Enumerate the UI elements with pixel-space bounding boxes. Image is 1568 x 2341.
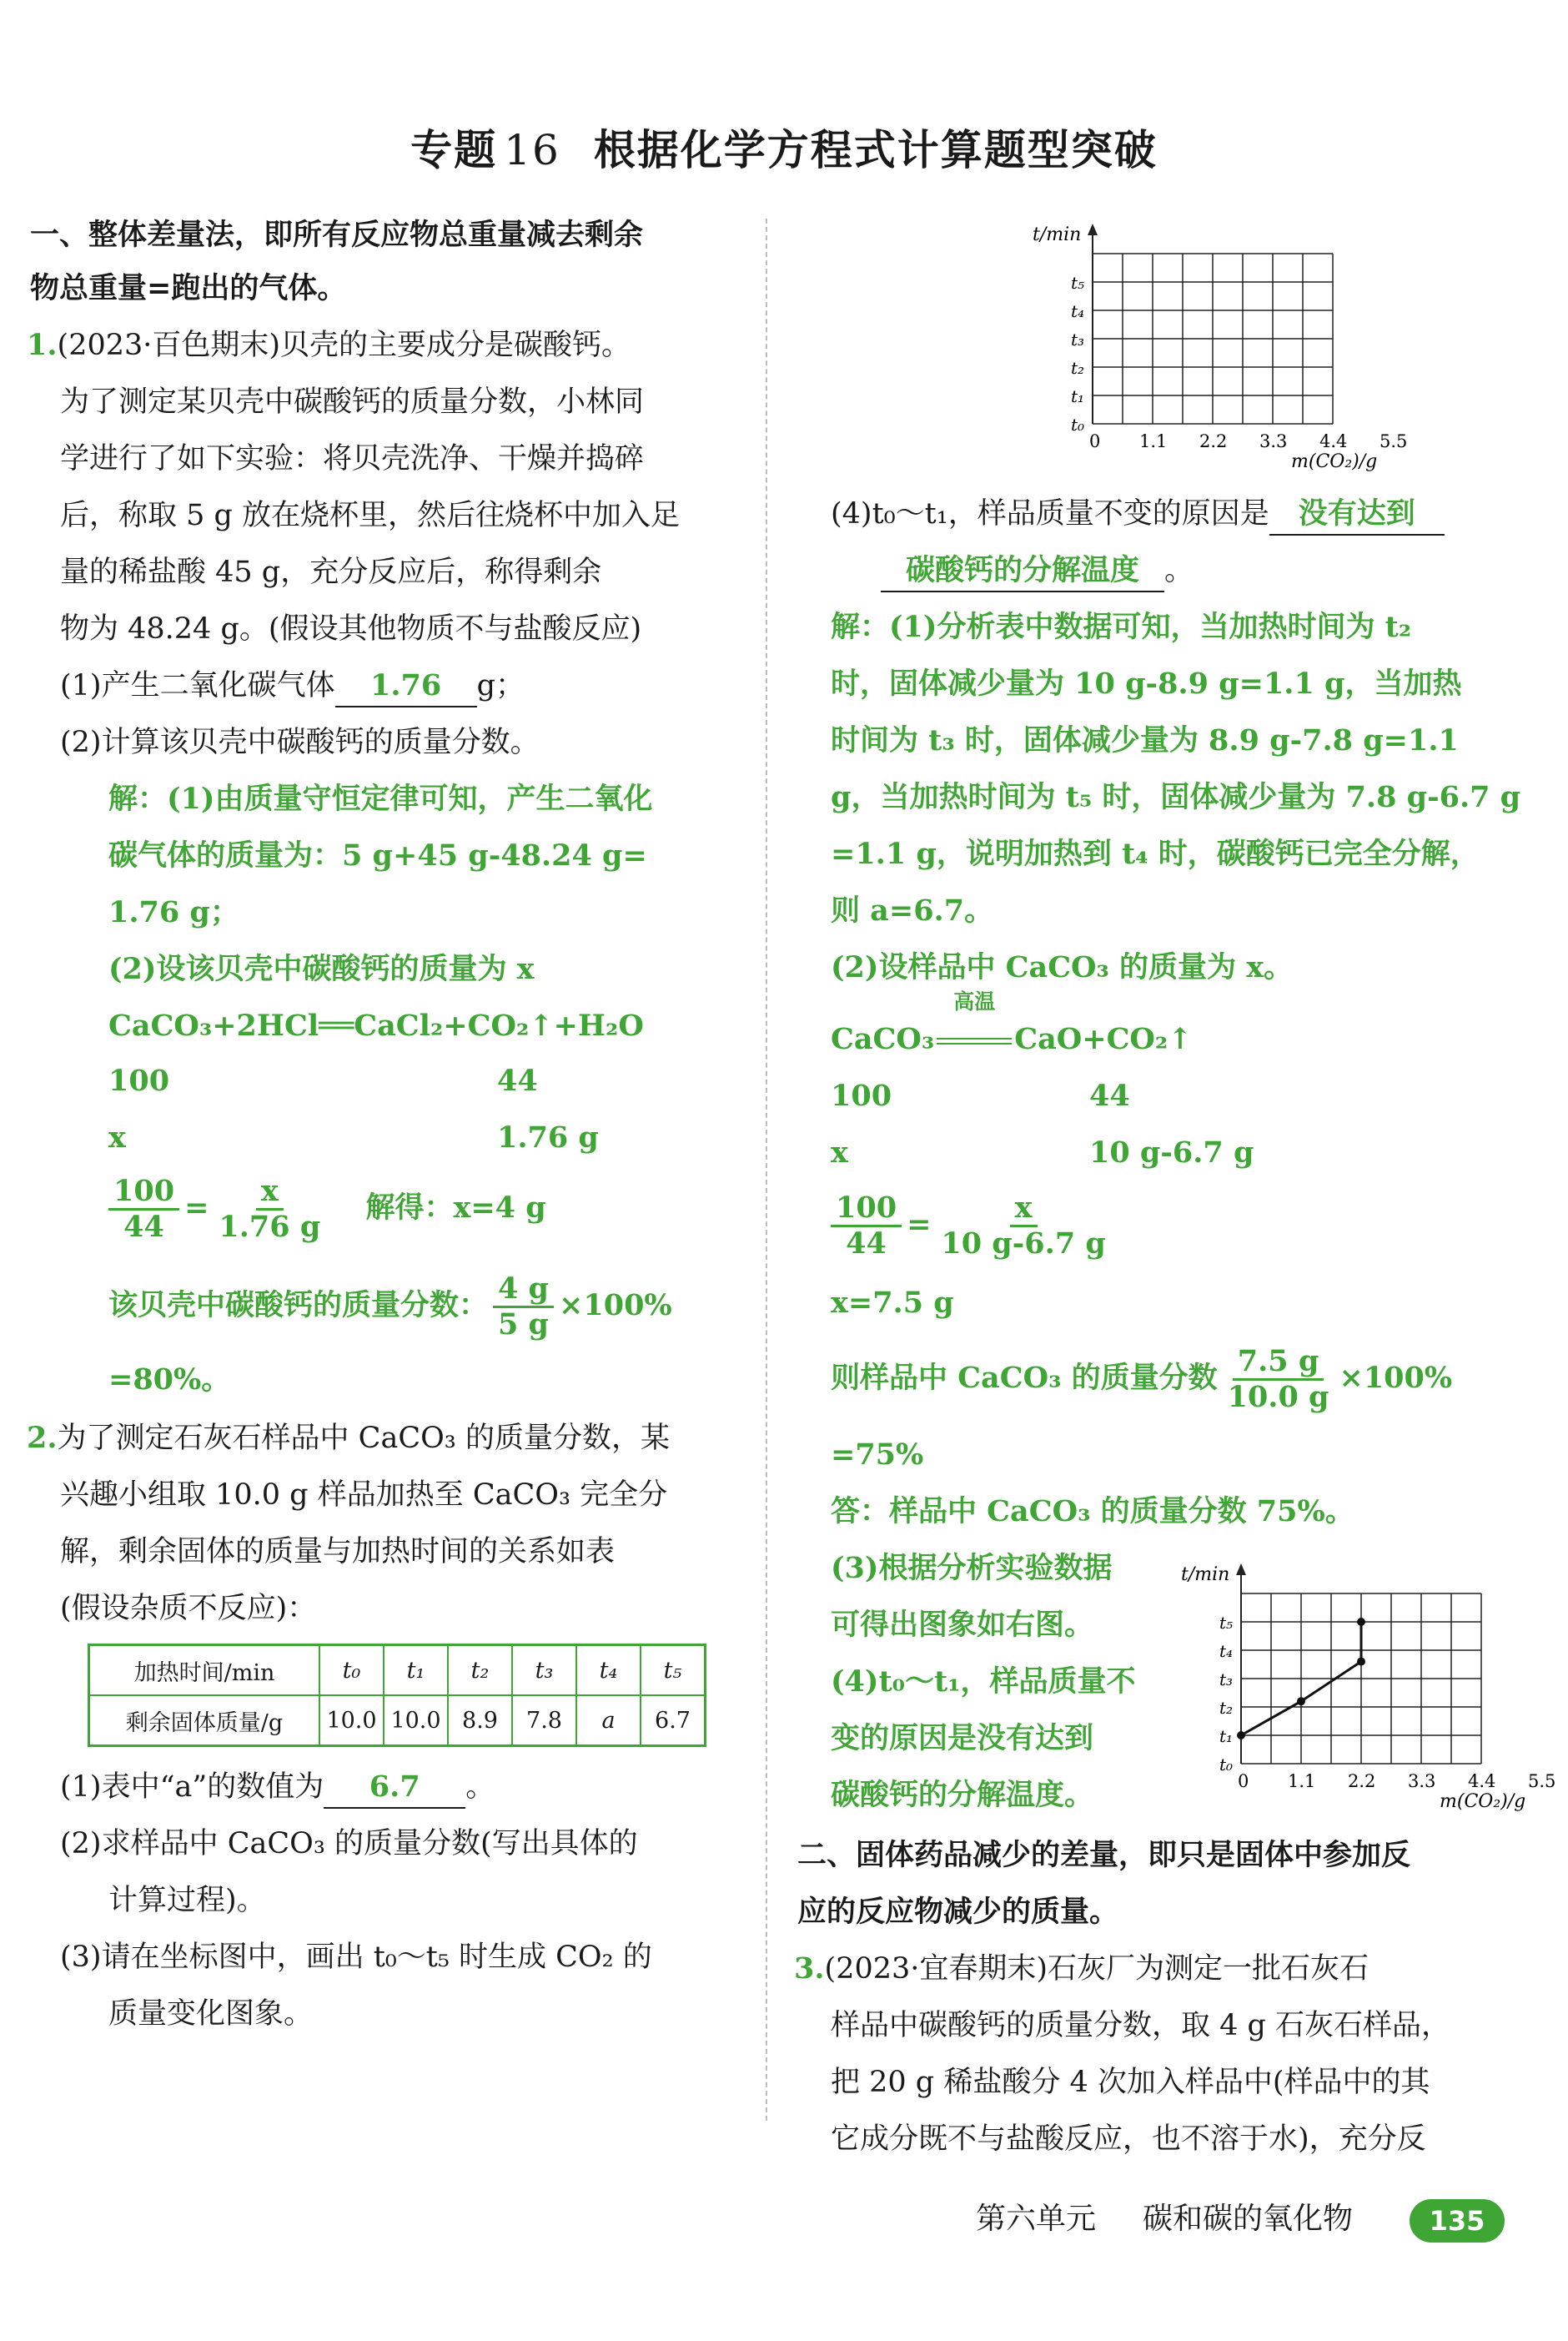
table-header-time: 加热时间/min bbox=[89, 1645, 320, 1696]
q1-number: 1. bbox=[27, 328, 58, 362]
q1-sub1 bbox=[60, 666, 525, 707]
q2-frac2-den: 10 g-6.7 g bbox=[941, 1226, 1106, 1261]
q1-proportion: $\frac{100}{44}$ = $\frac{x}{1.76 g}$ 解得：x=4 g bbox=[103, 1175, 546, 1244]
q2-sub4 bbox=[831, 494, 1445, 536]
q2-sub1-answer: 6.7 bbox=[324, 1767, 465, 1809]
data-table bbox=[88, 1644, 706, 1747]
q1-ratio-right-2: 1.76 g bbox=[497, 1120, 599, 1155]
q2-pct-result: =75% bbox=[831, 1437, 924, 1472]
q1-frac2 bbox=[214, 1175, 325, 1244]
table-cell: 10.0 bbox=[384, 1695, 448, 1746]
y-tick-label: t₅ bbox=[1219, 1613, 1234, 1633]
x-tick-label: 5.5 bbox=[1380, 431, 1408, 451]
q1-line5: 量的稀盐酸 45 g，充分反应后，称得剩余 bbox=[60, 556, 602, 589]
table-cell: 7.8 bbox=[512, 1695, 576, 1746]
q1-pct-den: 5 g bbox=[498, 1307, 550, 1342]
section2-heading-line1: 二、固体药品减少的差量，即只是固体中参加反 bbox=[797, 1839, 1411, 1872]
q3-line2: 样品中碳酸钙的质量分数，取 4 g 石灰石样品， bbox=[831, 2009, 1451, 2042]
q2-frac2 bbox=[936, 1191, 1110, 1261]
q3-number: 3. bbox=[794, 1951, 825, 1986]
x-tick-label: 0 bbox=[1238, 1771, 1249, 1791]
q3-line1 bbox=[794, 1949, 1369, 1989]
q2-sub1 bbox=[60, 1767, 495, 1809]
q1-sol-1: 解：(1)由质量守恒定律可知，产生二氧化 bbox=[108, 782, 653, 816]
title-number: 16 bbox=[504, 126, 560, 174]
x-axis-label: m(CO₂)/g bbox=[1291, 451, 1378, 472]
x-tick-label: 3.3 bbox=[1259, 431, 1288, 451]
q2-ratio-right-2: 10 g-6.7 g bbox=[1089, 1135, 1254, 1170]
q2-frac1-num: 100 bbox=[831, 1191, 902, 1227]
q2-eq-right: CaO+CO₂↑ bbox=[1014, 1022, 1193, 1056]
table-cell: t₃ bbox=[512, 1645, 576, 1696]
table-cell: t₅ bbox=[641, 1645, 706, 1696]
q2-answer: 答：样品中 CaCO₃ 的质量分数 75%。 bbox=[831, 1494, 1354, 1528]
q1-line6: 物为 48.24 g。(假设其他物质不与盐酸反应) bbox=[60, 612, 642, 646]
q1-frac1-den: 44 bbox=[123, 1210, 164, 1244]
table-cell: 8.9 bbox=[448, 1695, 512, 1746]
title-text: 根据化学方程式计算题型突破 bbox=[593, 125, 1158, 174]
q1-frac2-den: 1.76 g bbox=[219, 1210, 321, 1244]
q1-ratio-left-1: 100 bbox=[108, 1064, 170, 1098]
q2-sub4-line2 bbox=[881, 551, 1194, 592]
q2-sub4-suffix: 。 bbox=[1164, 554, 1194, 587]
q2-sol-6: 则 a=6.7。 bbox=[831, 894, 994, 928]
q1-sol-2: 碳气体的质量为：5 g+45 g-48.24 g= bbox=[108, 838, 647, 873]
section2-heading-line2: 应的反应物减少的质量。 bbox=[797, 1895, 1119, 1929]
q1-sub1-suffix: g； bbox=[476, 669, 525, 702]
x-tick-label: 1.1 bbox=[1288, 1771, 1316, 1791]
page-number: 135 bbox=[1410, 2199, 1505, 2243]
table-header-mass: 剩余固体质量/g bbox=[89, 1695, 320, 1746]
y-tick-label: t₀ bbox=[1071, 415, 1085, 435]
q1-frac2-num: x bbox=[256, 1175, 284, 1211]
q2-pct-den: 10.0 g bbox=[1227, 1380, 1329, 1414]
y-axis-label: t/min bbox=[1181, 1564, 1230, 1585]
q2-x-result: x=7.5 g bbox=[831, 1286, 954, 1320]
table-cell: t₄ bbox=[576, 1645, 641, 1696]
y-tick-label: t₁ bbox=[1071, 386, 1085, 406]
q1-sub1-prefix: (1)产生二氧化碳气体 bbox=[60, 669, 335, 702]
q2-sol-2: 时，固体减少量为 10 g-8.9 g=1.1 g，当加热 bbox=[831, 667, 1462, 701]
q2-line3: 解，剩余固体的质量与加热时间的关系如表 bbox=[60, 1535, 616, 1568]
q1-frac1-num: 100 bbox=[108, 1175, 179, 1211]
q2-sub2-line1: (2)求样品中 CaCO₃ 的质量分数(写出具体的 bbox=[60, 1827, 638, 1860]
q2-sol3-5: 碳酸钙的分解温度。 bbox=[831, 1778, 1094, 1812]
q2-line1 bbox=[27, 1418, 670, 1458]
q1-sub1-answer: 1.76 bbox=[335, 666, 477, 707]
page-title bbox=[0, 117, 1568, 177]
q2-sol-5: =1.1 g，说明加热到 t₄ 时，碳酸钙已完全分解， bbox=[831, 837, 1480, 871]
q2-sol3-1: (3)根据分析实验数据 bbox=[831, 1551, 1113, 1585]
column-divider bbox=[766, 219, 767, 2121]
x-axis-label: m(CO₂)/g bbox=[1440, 1791, 1526, 1812]
table-cell: 10.0 bbox=[319, 1695, 384, 1746]
q1-text-1: (2023·百色期末)贝壳的主要成分是碳酸钙。 bbox=[57, 329, 631, 362]
q1-pct-frac bbox=[493, 1272, 554, 1342]
q1-pct-result: =80%。 bbox=[108, 1362, 231, 1397]
y-tick-label: t₄ bbox=[1219, 1641, 1234, 1661]
q2-frac2-num: x bbox=[1010, 1191, 1038, 1227]
x-tick-label: 1.1 bbox=[1139, 431, 1168, 451]
q2-pct-suffix: ×100% bbox=[1339, 1361, 1453, 1395]
q2-sub3-line1: (3)请在坐标图中，画出 t₀～t₅ 时生成 CO₂ 的 bbox=[60, 1941, 652, 1974]
x-tick-label: 5.5 bbox=[1528, 1771, 1556, 1791]
table-cell: t₀ bbox=[319, 1645, 384, 1696]
q1-ratio-left-2: x bbox=[108, 1120, 126, 1155]
q1-equation: CaCO₃+2HCl══CaCl₂+CO₂↑+H₂O bbox=[108, 1009, 644, 1043]
table-cell: t₂ bbox=[448, 1645, 512, 1696]
table-row bbox=[89, 1695, 706, 1746]
footer-unit: 第六单元 bbox=[976, 2202, 1097, 2236]
table-cell: t₁ bbox=[384, 1645, 448, 1696]
table-row bbox=[89, 1645, 706, 1696]
y-tick-label: t₀ bbox=[1219, 1754, 1234, 1775]
q3-line4: 它成分既不与盐酸反应，也不溶于水)，充分反 bbox=[831, 2122, 1426, 2156]
x-tick-label: 2.2 bbox=[1348, 1771, 1376, 1791]
title-prefix: 专题 bbox=[410, 125, 498, 174]
table-cell: a bbox=[576, 1695, 641, 1746]
y-tick-label: t₃ bbox=[1219, 1669, 1234, 1689]
q2-ratio-right-1: 44 bbox=[1089, 1079, 1130, 1113]
q1-ratio-right-1: 44 bbox=[497, 1064, 538, 1098]
q1-pct-prefix: 该贝壳中碳酸钙的质量分数： bbox=[108, 1288, 489, 1322]
y-tick-label: t₃ bbox=[1071, 330, 1085, 350]
q2-sol-7: (2)设样品中 CaCO₃ 的质量为 x。 bbox=[831, 950, 1294, 984]
y-tick-label: t₂ bbox=[1071, 358, 1085, 378]
q1-line2: 为了测定某贝壳中碳酸钙的质量分数，小林同 bbox=[60, 385, 645, 419]
x-tick-label: 4.4 bbox=[1319, 431, 1348, 451]
y-axis-arrow bbox=[1088, 224, 1098, 235]
q2-eq-sign bbox=[937, 1038, 1012, 1045]
q2-sub3-line2: 质量变化图象。 bbox=[108, 1997, 314, 2031]
y-tick-label: t₁ bbox=[1219, 1726, 1234, 1746]
answer-coordinate-graph bbox=[1181, 1548, 1556, 1812]
q2-eq-left: CaCO₃ bbox=[831, 1022, 935, 1056]
q2-ratio-left-2: x bbox=[831, 1135, 848, 1170]
q2-frac1-den: 44 bbox=[846, 1226, 887, 1261]
x-tick-label: 0 bbox=[1089, 431, 1101, 451]
q2-sol-1: 解：(1)分析表中数据可知，当加热时间为 t₂ bbox=[831, 610, 1412, 644]
q3-line3: 把 20 g 稀盐酸分 4 次加入样品中(样品中的其 bbox=[831, 2066, 1430, 2099]
q3-text-1: (2023·宜春期末)石灰厂为测定一批石灰石 bbox=[824, 1952, 1369, 1986]
q1-sub2: (2)计算该贝壳中碳酸钙的质量分数。 bbox=[60, 726, 540, 759]
y-axis-arrow bbox=[1236, 1563, 1246, 1575]
data-point bbox=[1357, 1658, 1365, 1666]
q2-sub1-prefix: (1)表中“a”的数值为 bbox=[60, 1770, 324, 1804]
q2-equation bbox=[831, 989, 1193, 1060]
table-cell: 6.7 bbox=[641, 1695, 706, 1746]
q1-sol-3: 1.76 g； bbox=[108, 895, 239, 929]
q1-sol-4: (2)设该贝壳中碳酸钙的质量为 x bbox=[108, 952, 535, 986]
q2-sol-4: g，当加热时间为 t₅ 时，固体减少量为 7.8 g-6.7 g bbox=[831, 780, 1521, 814]
y-axis-label: t/min bbox=[1033, 224, 1082, 245]
q2-pct-num: 7.5 g bbox=[1233, 1345, 1324, 1381]
q2-line4: (假设杂质不反应)： bbox=[60, 1592, 317, 1625]
section1-heading-line1: 一、整体差量法，即所有反应物总重量减去剩余 bbox=[30, 219, 644, 252]
data-point bbox=[1237, 1731, 1245, 1739]
q2-sol3-4: 变的原因是没有达到 bbox=[831, 1721, 1094, 1755]
q2-sol3-3: (4)t₀～t₁，样品质量不 bbox=[831, 1664, 1136, 1699]
q2-sub4-prefix: (4)t₀～t₁，样品质量不变的原因是 bbox=[831, 497, 1269, 531]
q2-text-1: 为了测定石灰石样品中 CaCO₃ 的质量分数，某 bbox=[57, 1422, 670, 1455]
y-tick-label: t₅ bbox=[1071, 273, 1085, 293]
data-point bbox=[1357, 1618, 1365, 1626]
q2-pct-frac bbox=[1223, 1345, 1334, 1414]
q1-pct-suffix: ×100% bbox=[559, 1288, 672, 1322]
y-tick-label: t₂ bbox=[1219, 1698, 1234, 1718]
q1-percentage bbox=[108, 1272, 672, 1342]
footer-topic: 碳和碳的氧化物 bbox=[1143, 2202, 1354, 2236]
q2-sub4-answer-1: 没有达到 bbox=[1269, 494, 1445, 536]
y-tick-label: t₄ bbox=[1071, 301, 1085, 321]
q1-line4: 后，称取 5 g 放在烧杯里，然后往烧杯中加入足 bbox=[60, 499, 681, 532]
q1-solve: 解得：x=4 g bbox=[365, 1191, 546, 1225]
q1-frac1 bbox=[108, 1175, 179, 1244]
q2-percentage bbox=[831, 1345, 1452, 1414]
q2-sol3-2: 可得出图象如右图。 bbox=[831, 1608, 1094, 1642]
q2-sub4-answer-2: 碳酸钙的分解温度 bbox=[881, 551, 1164, 592]
blank-coordinate-graph bbox=[1033, 219, 1408, 472]
q2-number: 2. bbox=[27, 1421, 58, 1455]
q2-pct-prefix: 则样品中 CaCO₃ 的质量分数 bbox=[831, 1361, 1218, 1395]
x-tick-label: 3.3 bbox=[1408, 1771, 1436, 1791]
x-tick-label: 2.2 bbox=[1199, 431, 1228, 451]
q1-line3: 学进行了如下实验：将贝壳洗净、干燥并捣碎 bbox=[60, 442, 645, 476]
q2-proportion: $\frac{100}{44}$ = $\frac{x}{10 g-6.7 g}$ bbox=[826, 1191, 1116, 1261]
q2-sub1-suffix: 。 bbox=[465, 1770, 495, 1804]
q2-line2: 兴趣小组取 10.0 g 样品加热至 CaCO₃ 完全分 bbox=[60, 1478, 668, 1512]
q2-eq-condition: 高温 bbox=[953, 989, 996, 1014]
q2-sub2-line2: 计算过程)。 bbox=[108, 1884, 266, 1917]
x-tick-label: 4.4 bbox=[1468, 1771, 1496, 1791]
section1-heading-line2: 物总重量=跑出的气体。 bbox=[30, 272, 347, 305]
q2-frac1 bbox=[831, 1191, 902, 1261]
q1-line1 bbox=[27, 325, 631, 365]
q2-ratio-left-1: 100 bbox=[831, 1079, 892, 1113]
data-point bbox=[1297, 1697, 1305, 1705]
q2-sol-3: 时间为 t₃ 时，固体减少量为 8.9 g-7.8 g=1.1 bbox=[831, 723, 1459, 758]
q1-pct-num: 4 g bbox=[493, 1272, 554, 1308]
